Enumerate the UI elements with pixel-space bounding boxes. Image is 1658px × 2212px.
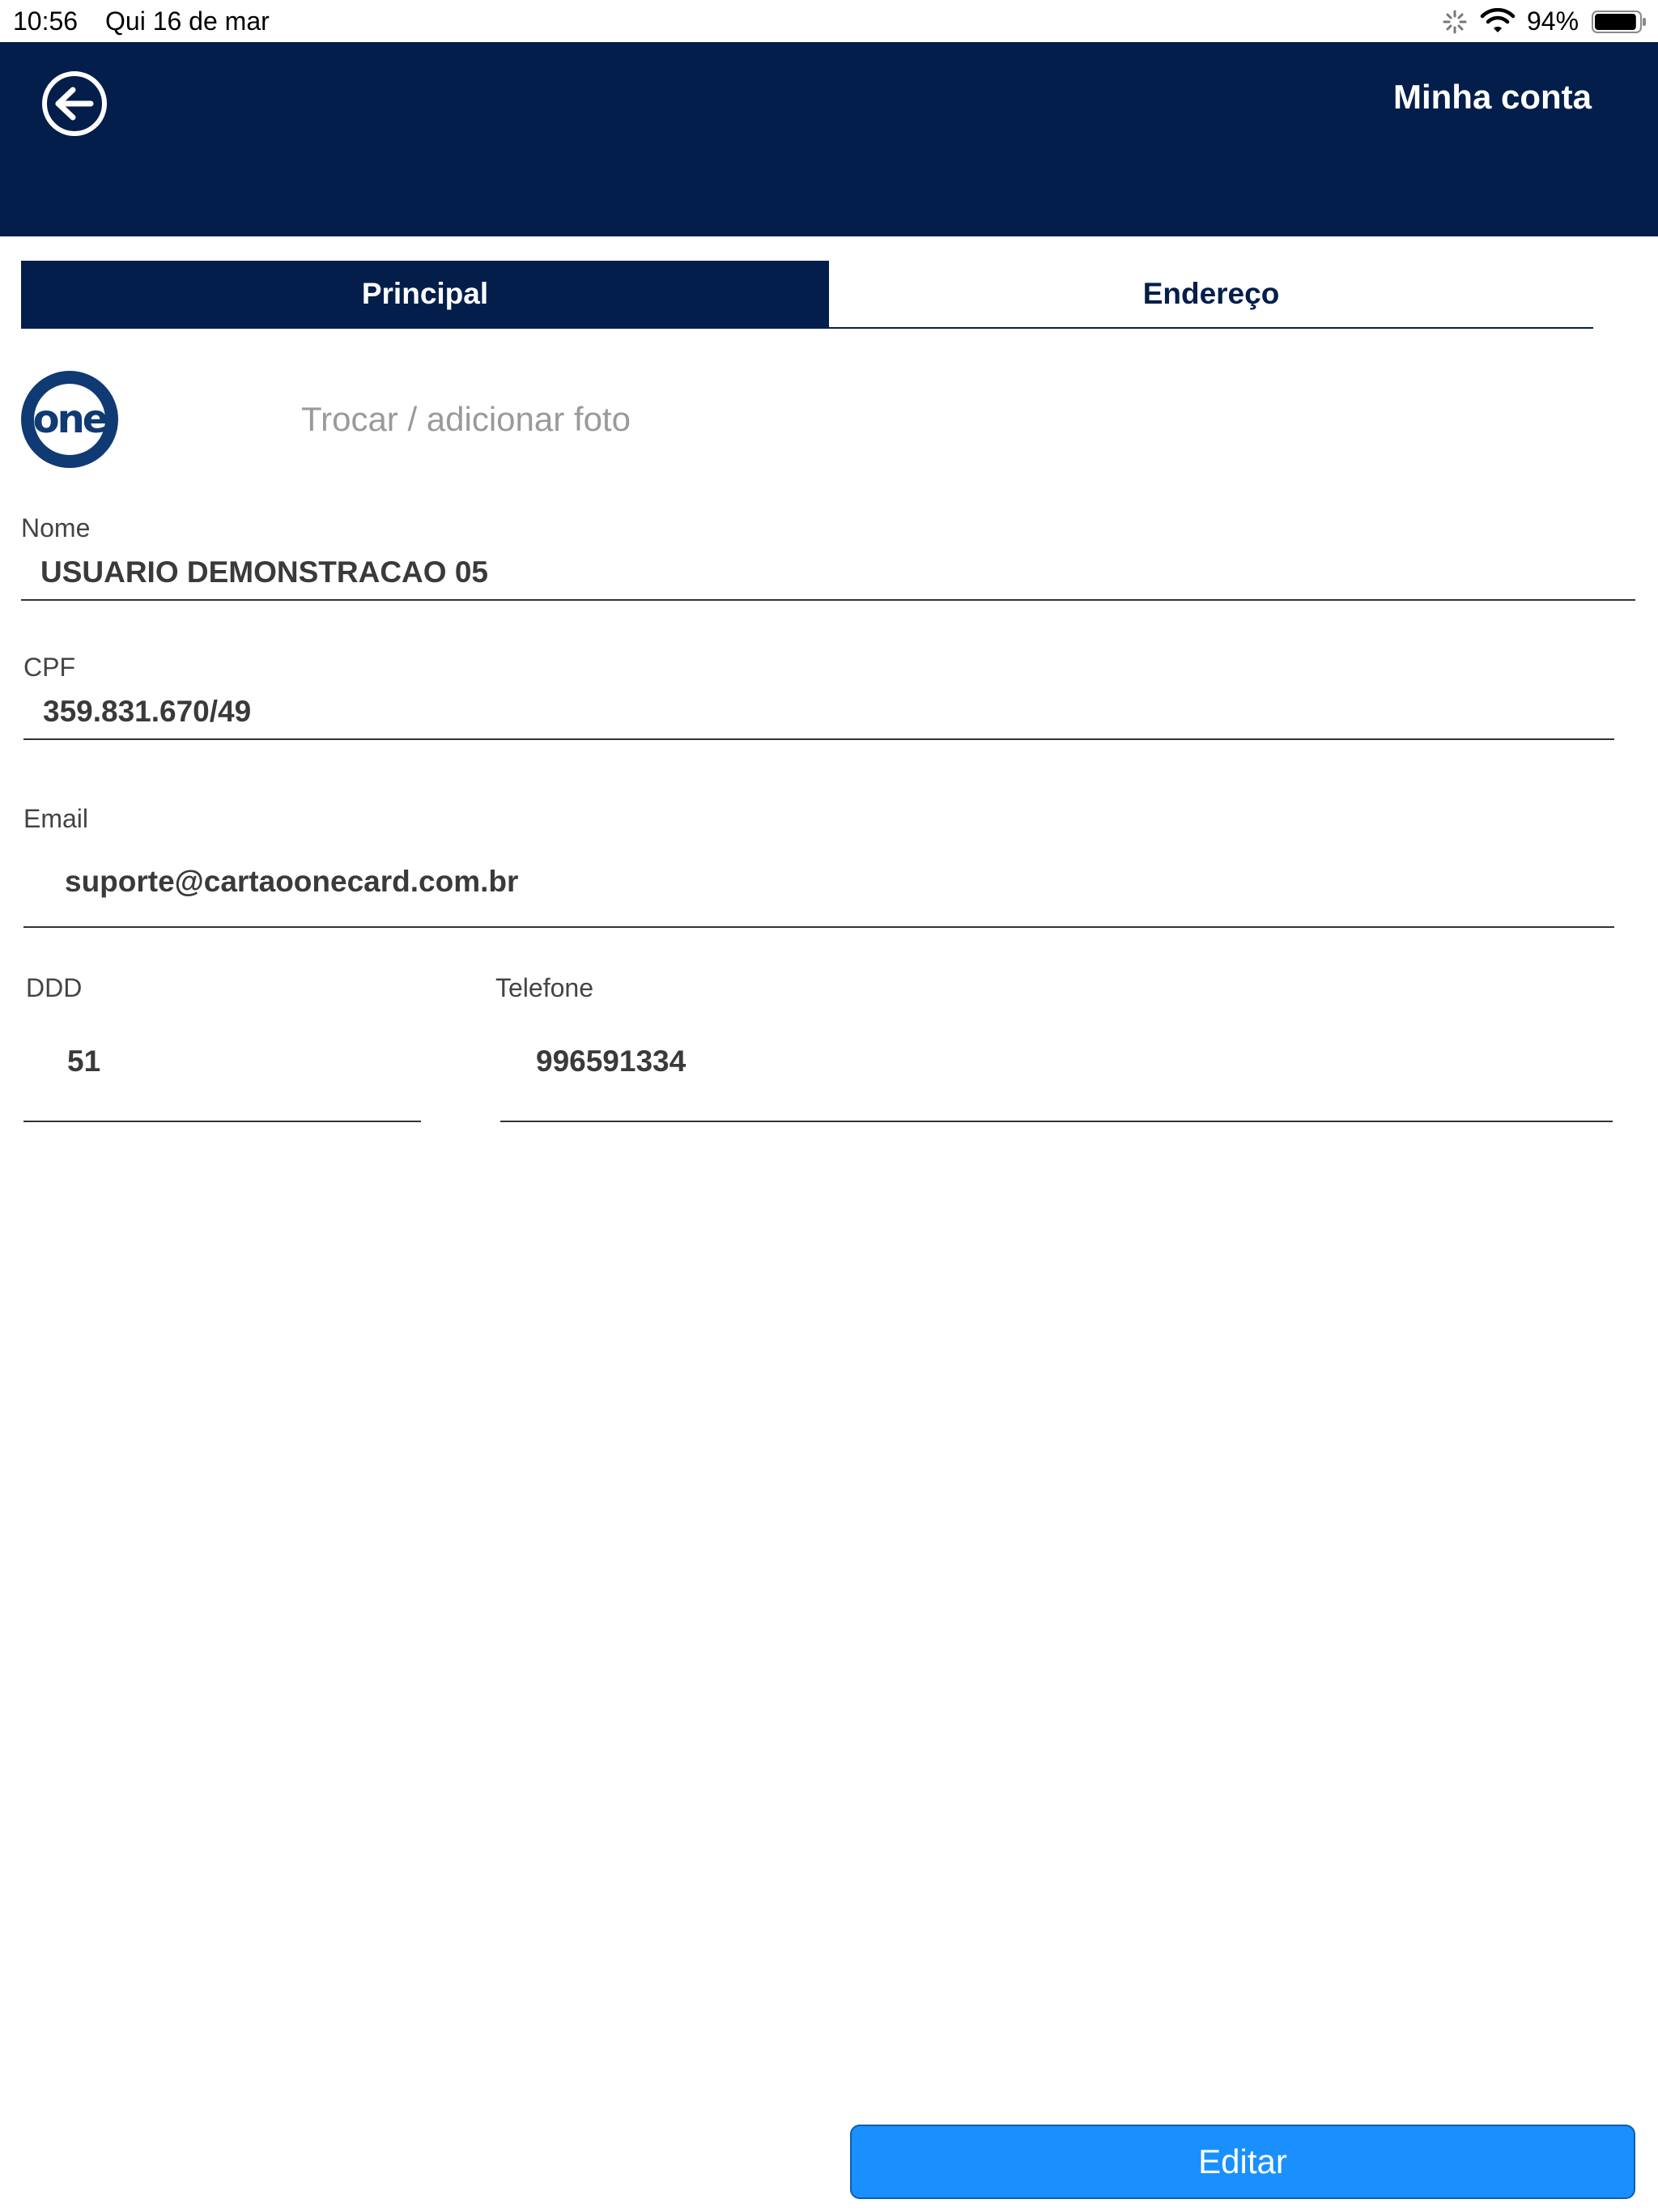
battery-icon [1592,10,1648,34]
telefone-field[interactable] [536,1044,1588,1078]
change-photo-link[interactable]: Trocar / adicionar foto [301,400,631,438]
app-header [0,42,1658,236]
page-title: Minha conta [1392,78,1592,116]
status-bar [0,0,1658,42]
nome-underline [21,599,1635,601]
status-time: 10:56 [13,6,79,36]
status-date: Qui 16 de mar [105,6,270,36]
battery-percent: 94% [1527,6,1579,36]
avatar[interactable] [21,371,118,468]
wifi-icon [1480,8,1516,36]
edit-button[interactable]: Editar [850,2125,1635,2199]
email-field[interactable] [65,865,1587,899]
cpf-label: CPF [23,653,75,682]
ddd-underline [23,1121,421,1122]
tab-endereco[interactable]: Endereço [829,261,1593,327]
email-underline [23,926,1614,928]
cpf-underline [23,738,1614,740]
ddd-field[interactable] [67,1044,407,1078]
avatar-logo [34,384,105,455]
telefone-label: Telefone [495,973,593,1002]
tab-bar [21,261,1593,329]
back-arrow-icon[interactable] [40,70,108,138]
ddd-label: DDD [26,973,83,1002]
loading-icon [1443,10,1467,34]
telefone-underline [500,1121,1613,1122]
nome-label: Nome [21,513,91,542]
cpf-field[interactable] [43,695,1581,729]
avatar-logo-text: one [32,397,107,442]
email-label: Email [23,804,89,833]
tab-principal[interactable]: Principal [21,261,829,327]
nome-field[interactable] [40,555,1579,589]
